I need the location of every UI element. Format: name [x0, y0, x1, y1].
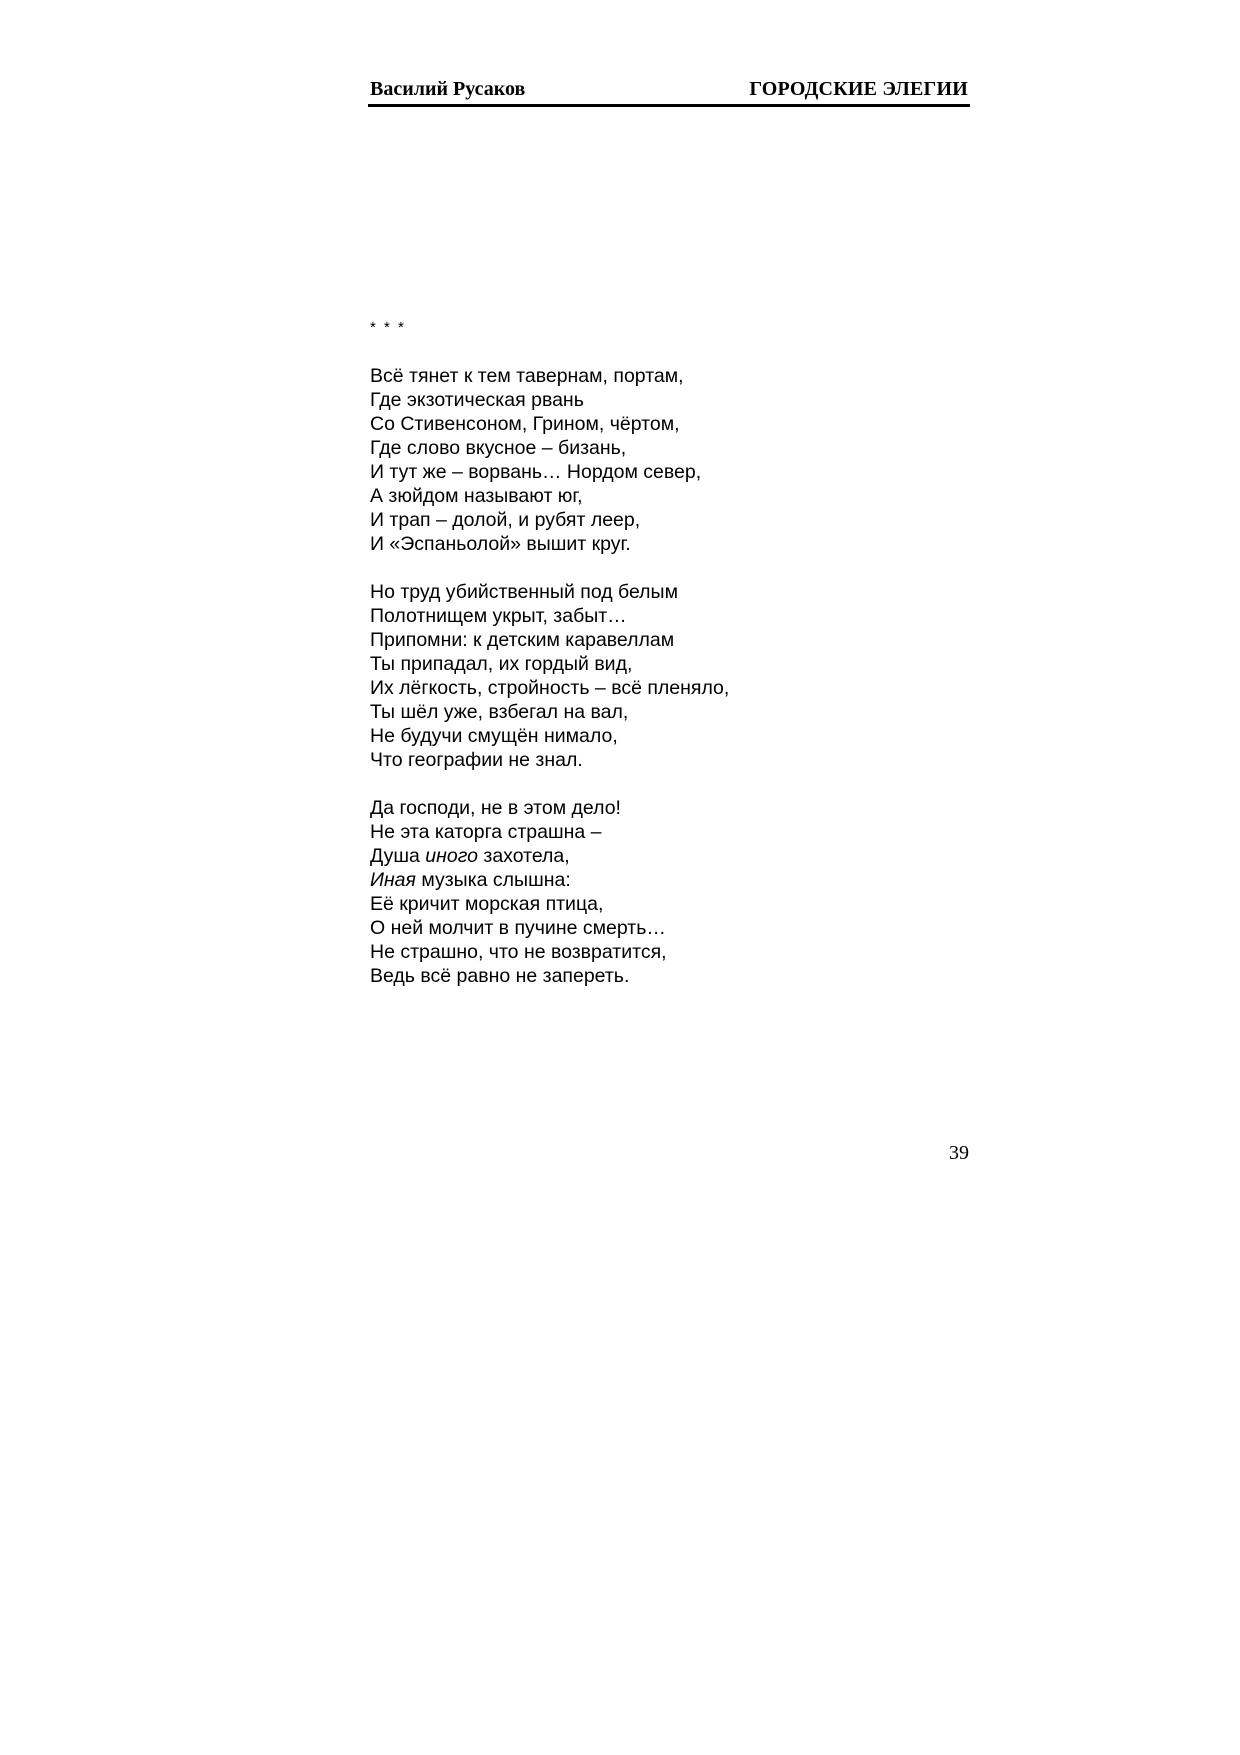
poem-line [370, 868, 930, 892]
poem-line: И трап – долой, и рубят леер, [370, 509, 641, 531]
italic-emphasis: иного [425, 845, 478, 867]
poem-line: Ты припадал, их гордый вид, [370, 653, 633, 675]
poem-line: Где слово вкусное – бизань, [370, 437, 627, 459]
italic-emphasis: Иная [370, 869, 416, 891]
poem-line: Где экзотическая рвань [370, 389, 584, 411]
header-author: Василий Русаков [370, 78, 526, 100]
poem-line: Не страшно, что не возвратится, [370, 941, 667, 963]
poem-line: Но труд убийственный под белым [370, 581, 678, 603]
poem-line: А зюйдом называют юг, [370, 485, 583, 507]
poem-line: Припомни: к детским каравеллам [370, 629, 675, 651]
line-text: захотела, [477, 845, 570, 867]
stanza-2 [370, 580, 930, 772]
poem-line: И тут же – ворвань… Нордом север, [370, 461, 702, 483]
poem-line: И «Эспаньолой» вышит круг. [370, 533, 631, 555]
running-header [368, 74, 970, 107]
poem [370, 316, 930, 1012]
poem-line: Да господи, не в этом дело! [370, 797, 621, 819]
poem-line: О ней молчит в пучине смерть… [370, 917, 666, 939]
poem-line: Их лёгкость, стройность – всё пленяло, [370, 677, 730, 699]
poem-asterism: * * * [370, 319, 406, 336]
poem-line: Со Стивенсоном, Грином, чёртом, [370, 413, 680, 435]
poem-line: Ведь всё равно не запереть. [370, 965, 630, 987]
page-number: 39 [949, 1142, 969, 1164]
poem-line: Полотнищем укрыт, забыт… [370, 605, 627, 627]
poem-line: Не эта каторга страшна – [370, 821, 602, 843]
header-book-title: ГОРОДСКИЕ ЭЛЕГИИ [749, 78, 968, 100]
poem-line: Её кричит морская птица, [370, 893, 604, 915]
stanza-1 [370, 364, 930, 556]
poem-line: Всё тянет к тем тавернам, портам, [370, 365, 684, 387]
poem-line [370, 844, 930, 868]
poem-line: Ты шёл уже, взбегал на вал, [370, 701, 629, 723]
stanza-3 [370, 796, 930, 988]
line-text: Душа [370, 845, 426, 867]
poem-line: Не будучи смущён нимало, [370, 725, 618, 747]
line-text: музыка слышна: [415, 869, 571, 891]
poem-line: Что географии не знал. [370, 749, 583, 771]
